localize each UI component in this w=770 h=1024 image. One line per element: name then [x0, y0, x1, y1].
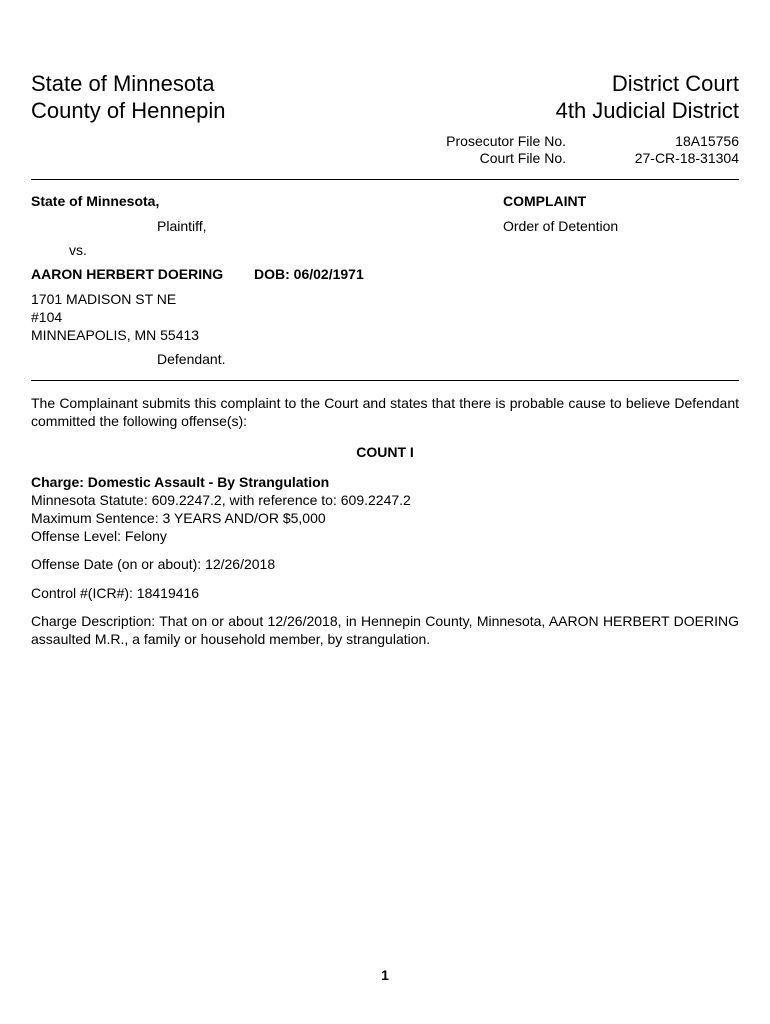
charge-description: Charge Description: That on or about 12/26/2018, in Hennepin County, Minnesota, AARON HERBERT DOERING assaulted M.R., a family or household member, by strangulation.	[31, 613, 739, 647]
defendant-name: AARON HERBERT DOERING	[31, 266, 224, 282]
defendant-label: Defendant.	[157, 351, 226, 367]
prosecutor-file-label: Prosecutor File No.	[446, 133, 566, 149]
plaintiff-label: Plaintiff,	[157, 218, 207, 234]
address-line-3: MINNEAPOLIS, MN 55413	[31, 327, 200, 343]
county-heading: County of Hennepin	[31, 98, 226, 123]
middle-divider	[31, 380, 739, 381]
district-heading: 4th Judicial District	[555, 98, 739, 123]
court-file-label: Court File No.	[479, 150, 566, 166]
state-heading: State of Minnesota	[31, 71, 215, 96]
versus-label: vs.	[69, 242, 87, 258]
page-number: 1	[381, 967, 389, 983]
statute-line: Minnesota Statute: 609.2247.2, with reference to: 609.2247.2	[31, 492, 411, 508]
address-line-2: #104	[31, 309, 63, 325]
court-heading: District Court	[611, 71, 739, 96]
document-subtype: Order of Detention	[503, 218, 619, 234]
prosecutor-file-value: 18A15756	[675, 133, 739, 149]
document-type: COMPLAINT	[503, 193, 587, 209]
intro-paragraph: The Complainant submits this complaint to the Court and states that there is probable cause to believe Defendant committed the following offense(s):	[31, 395, 739, 429]
max-sentence-line: Maximum Sentence: 3 YEARS AND/OR $5,000	[31, 510, 326, 526]
charge-line: Charge: Domestic Assault - By Strangulation	[31, 474, 330, 490]
count-heading: COUNT I	[356, 444, 414, 460]
court-file-value: 27-CR-18-31304	[634, 150, 739, 166]
offense-date-line: Offense Date (on or about): 12/26/2018	[31, 556, 276, 572]
plaintiff-name: State of Minnesota,	[31, 193, 160, 209]
offense-level-line: Offense Level: Felony	[31, 528, 167, 544]
defendant-dob: DOB: 06/02/1971	[254, 266, 364, 282]
top-divider	[31, 179, 739, 180]
control-number-line: Control #(ICR#): 18419416	[31, 585, 200, 601]
address-line-1: 1701 MADISON ST NE	[31, 291, 177, 307]
